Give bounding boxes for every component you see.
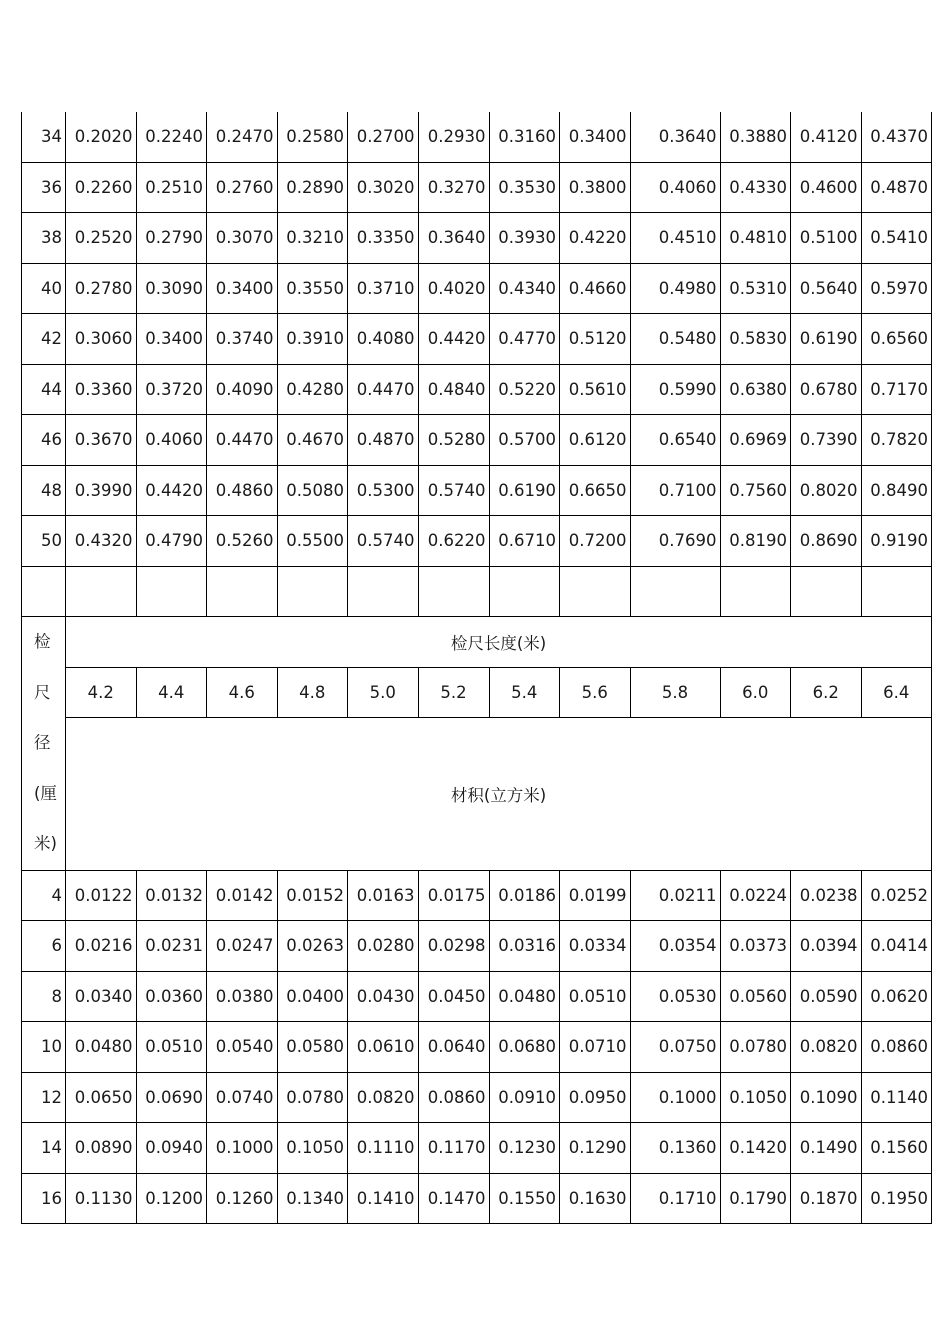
table-row [22,1123,932,1174]
volume-cell: 0.0590 [791,971,862,1022]
table-row [22,415,932,466]
volume-cell: 0.1140 [861,1072,932,1123]
length-cell: 5.8 [630,667,720,718]
volume-cell: 0.1230 [489,1123,560,1174]
volume-cell: 0.8490 [861,465,932,516]
volume-cell: 0.2470 [207,112,278,162]
volume-cell: 0.4280 [277,364,348,415]
volume-cell: 0.8020 [791,465,862,516]
diameter-cell: 44 [22,364,66,415]
length-title-row [22,617,932,668]
volume-cell: 0.1290 [560,1123,631,1174]
volume-cell: 0.6220 [418,516,489,567]
volume-cell: 0.1630 [560,1173,631,1224]
volume-cell: 0.0540 [207,1022,278,1073]
volume-cell: 0.1110 [348,1123,419,1174]
volume-cell: 0.5700 [489,415,560,466]
volume-cell: 0.1560 [861,1123,932,1174]
volume-cell: 0.3270 [418,162,489,213]
diameter-cell: 34 [22,112,66,162]
volume-cell: 0.0480 [489,971,560,1022]
volume-cell: 0.0820 [791,1022,862,1073]
volume-cell: 0.0238 [791,870,862,921]
volume-cell: 0.2260 [66,162,137,213]
upper-data-rows [22,112,932,566]
volume-cell: 0.9190 [861,516,932,567]
diameter-cell: 42 [22,314,66,365]
volume-cell: 0.5410 [861,213,932,264]
length-cell: 5.0 [348,667,419,718]
volume-cell: 0.7100 [630,465,720,516]
volume-cell: 0.4670 [277,415,348,466]
volume-cell: 0.3060 [66,314,137,365]
table-row [22,112,932,162]
volume-cell: 0.6560 [861,314,932,365]
diameter-header-char: 尺 [34,682,51,702]
volume-cell: 0.0530 [630,971,720,1022]
volume-cell: 0.5640 [791,263,862,314]
table-row [22,364,932,415]
table-row [22,921,932,972]
volume-cell: 0.3930 [489,213,560,264]
volume-cell: 0.0340 [66,971,137,1022]
volume-cell: 0.0380 [207,971,278,1022]
volume-cell: 0.1950 [861,1173,932,1224]
volume-cell: 0.0263 [277,921,348,972]
volume-cell: 0.0860 [418,1072,489,1123]
volume-cell: 0.5280 [418,415,489,466]
volume-cell: 0.0216 [66,921,137,972]
volume-cell: 0.0680 [489,1022,560,1073]
volume-cell: 0.0650 [66,1072,137,1123]
volume-cell: 0.1260 [207,1173,278,1224]
volume-cell: 0.2510 [136,162,207,213]
volume-cell: 0.5300 [348,465,419,516]
diameter-header-char: 检 [34,632,51,651]
volume-cell: 0.4470 [207,415,278,466]
volume-cell: 0.1490 [791,1123,862,1174]
volume-cell: 0.5310 [720,263,791,314]
volume-cell: 0.3550 [277,263,348,314]
volume-cell: 0.2780 [66,263,137,314]
volume-cell: 0.0640 [418,1022,489,1073]
diameter-header-char: 径 [34,733,51,752]
table-row [22,1022,932,1073]
volume-cell: 0.4870 [348,415,419,466]
volume-cell: 0.1470 [418,1173,489,1224]
volume-cell: 0.4090 [207,364,278,415]
volume-cell: 0.3400 [560,112,631,162]
volume-cell: 0.0560 [720,971,791,1022]
volume-cell: 0.0620 [861,971,932,1022]
volume-cell: 0.2580 [277,112,348,162]
diameter-cell: 40 [22,263,66,314]
volume-cell: 0.0480 [66,1022,137,1073]
length-cell: 4.6 [207,667,278,718]
volume-cell: 0.0247 [207,921,278,972]
volume-cell: 0.1050 [720,1072,791,1123]
volume-cell: 0.0152 [277,870,348,921]
volume-cell: 0.2700 [348,112,419,162]
volume-cell: 0.2930 [418,112,489,162]
volume-cell: 0.2520 [66,213,137,264]
volume-cell: 0.5970 [861,263,932,314]
blank-row-group [22,566,932,617]
volume-cell: 0.1200 [136,1173,207,1224]
table-row [22,971,932,1022]
volume-cell: 0.2020 [66,112,137,162]
volume-cell: 0.0175 [418,870,489,921]
volume-cell: 0.3640 [630,112,720,162]
volume-cell: 0.4220 [560,213,631,264]
volume-cell: 0.0298 [418,921,489,972]
volume-cell: 0.3090 [136,263,207,314]
volume-cell: 0.1130 [66,1173,137,1224]
volume-cell: 0.4770 [489,314,560,365]
volume-cell: 0.4840 [418,364,489,415]
volume-cell: 0.0910 [489,1072,560,1123]
diameter-cell: 10 [22,1022,66,1073]
diameter-header-label [22,617,65,870]
volume-cell: 0.8690 [791,516,862,567]
volume-cell: 0.0750 [630,1022,720,1073]
volume-cell: 0.3400 [136,314,207,365]
volume-cell: 0.0394 [791,921,862,972]
volume-cell: 0.5990 [630,364,720,415]
volume-cell: 0.4420 [136,465,207,516]
volume-cell: 0.3740 [207,314,278,365]
diameter-cell: 48 [22,465,66,516]
diameter-cell: 38 [22,213,66,264]
volume-cell: 0.4330 [720,162,791,213]
volume-cell: 0.7820 [861,415,932,466]
length-cell: 5.2 [418,667,489,718]
volume-cell: 0.0510 [560,971,631,1022]
volume-cell: 0.3210 [277,213,348,264]
volume-cell: 0.3530 [489,162,560,213]
volume-cell: 0.7690 [630,516,720,567]
volume-cell: 0.5260 [207,516,278,567]
volume-cell: 0.0186 [489,870,560,921]
volume-cell: 0.0132 [136,870,207,921]
length-cell: 4.4 [136,667,207,718]
diameter-cell: 8 [22,971,66,1022]
volume-cell: 0.7560 [720,465,791,516]
volume-cell: 0.4340 [489,263,560,314]
table-header [22,617,932,871]
volume-cell: 0.3910 [277,314,348,365]
table-row [22,1072,932,1123]
volume-cell: 0.0950 [560,1072,631,1123]
volume-cell: 0.0820 [348,1072,419,1123]
volume-cell: 0.3070 [207,213,278,264]
table-row [22,516,932,567]
diameter-header-char: (厘 [34,783,57,803]
volume-cell: 0.0414 [861,921,932,972]
volume-cell: 0.0780 [277,1072,348,1123]
volume-cell: 0.0400 [277,971,348,1022]
length-cell: 6.4 [861,667,932,718]
volume-cell: 0.1090 [791,1072,862,1123]
volume-cell: 0.1000 [207,1123,278,1174]
volume-cell: 0.3400 [207,263,278,314]
diameter-cell: 4 [22,870,66,921]
volume-cell: 0.0252 [861,870,932,921]
volume-cell: 0.7170 [861,364,932,415]
volume-cell: 0.3880 [720,112,791,162]
volume-cell: 0.4790 [136,516,207,567]
volume-cell: 0.3160 [489,112,560,162]
volume-cell: 0.3640 [418,213,489,264]
volume-cell: 0.3710 [348,263,419,314]
volume-cell: 0.0890 [66,1123,137,1174]
volume-cell: 0.6650 [560,465,631,516]
diameter-cell: 14 [22,1123,66,1174]
volume-cell: 0.3020 [348,162,419,213]
table-row [22,1173,932,1224]
volume-cell: 0.5830 [720,314,791,365]
volume-cell: 0.6540 [630,415,720,466]
volume-cell: 0.4060 [136,415,207,466]
volume-cell: 0.5480 [630,314,720,365]
volume-cell: 0.4020 [418,263,489,314]
length-cell: 4.8 [277,667,348,718]
volume-cell: 0.3720 [136,364,207,415]
volume-cell: 0.1170 [418,1123,489,1174]
volume-cell: 0.0142 [207,870,278,921]
volume-cell: 0.0940 [136,1123,207,1174]
volume-cell: 0.1410 [348,1173,419,1224]
diameter-header-char: 米) [34,834,57,853]
volume-cell: 0.4980 [630,263,720,314]
volume-cell: 0.5500 [277,516,348,567]
table-row [22,465,932,516]
volume-cell: 0.0122 [66,870,137,921]
volume-cell: 0.0580 [277,1022,348,1073]
diameter-cell: 46 [22,415,66,466]
volume-cell: 0.5610 [560,364,631,415]
volume-cell: 0.6190 [489,465,560,516]
diameter-cell: 16 [22,1173,66,1224]
volume-cell: 0.2240 [136,112,207,162]
volume-cell: 0.0280 [348,921,419,972]
volume-cell: 0.4080 [348,314,419,365]
volume-cell: 0.3670 [66,415,137,466]
volume-cell: 0.3800 [560,162,631,213]
volume-cell: 0.3350 [348,213,419,264]
volume-cell: 0.6710 [489,516,560,567]
volume-cell: 0.6780 [791,364,862,415]
volume-cell: 0.2890 [277,162,348,213]
volume-cell: 0.0316 [489,921,560,972]
volume-cell: 0.0354 [630,921,720,972]
volume-cell: 0.6969 [720,415,791,466]
timber-volume-table [21,112,932,1224]
volume-cell: 0.1000 [630,1072,720,1123]
volume-cell: 0.4470 [348,364,419,415]
volume-cell: 0.0163 [348,870,419,921]
length-values-row [22,667,932,718]
volume-cell: 0.5220 [489,364,560,415]
volume-cell: 0.1870 [791,1173,862,1224]
volume-cell: 0.0450 [418,971,489,1022]
volume-cell: 0.6120 [560,415,631,466]
volume-cell: 0.6380 [720,364,791,415]
volume-cell: 0.0610 [348,1022,419,1073]
volume-cell: 0.0430 [348,971,419,1022]
table-row [22,870,932,921]
volume-cell: 0.7200 [560,516,631,567]
volume-cell: 0.1790 [720,1173,791,1224]
blank-row [22,566,932,617]
volume-cell: 0.0224 [720,870,791,921]
lower-data-rows [22,870,932,1224]
volume-cell: 0.5740 [348,516,419,567]
volume-cell: 0.4120 [791,112,862,162]
volume-cell: 0.0710 [560,1022,631,1073]
volume-cell: 0.4510 [630,213,720,264]
volume-cell: 0.4870 [861,162,932,213]
volume-cell: 0.5120 [560,314,631,365]
volume-cell: 0.5080 [277,465,348,516]
diameter-cell: 6 [22,921,66,972]
length-cell: 5.4 [489,667,560,718]
volume-title: 材积(立方米) [66,718,932,871]
volume-cell: 0.4810 [720,213,791,264]
volume-cell: 0.3990 [66,465,137,516]
volume-cell: 0.1550 [489,1173,560,1224]
volume-cell: 0.6190 [791,314,862,365]
volume-cell: 0.1710 [630,1173,720,1224]
table-row [22,314,932,365]
volume-cell: 0.0690 [136,1072,207,1123]
volume-cell: 0.0860 [861,1022,932,1073]
volume-cell: 0.0360 [136,971,207,1022]
diameter-cell: 50 [22,516,66,567]
diameter-cell: 12 [22,1072,66,1123]
volume-cell: 0.4370 [861,112,932,162]
volume-cell: 0.4060 [630,162,720,213]
volume-cell: 0.4600 [791,162,862,213]
length-cell: 6.2 [791,667,862,718]
volume-cell: 0.0510 [136,1022,207,1073]
table-row [22,263,932,314]
volume-cell: 0.5100 [791,213,862,264]
volume-cell: 0.0740 [207,1072,278,1123]
volume-cell: 0.0373 [720,921,791,972]
volume-cell: 0.5740 [418,465,489,516]
volume-cell: 0.4860 [207,465,278,516]
volume-cell: 0.1340 [277,1173,348,1224]
volume-cell: 0.2760 [207,162,278,213]
volume-cell: 0.0334 [560,921,631,972]
volume-cell: 0.0211 [630,870,720,921]
volume-cell: 0.7390 [791,415,862,466]
volume-cell: 0.3360 [66,364,137,415]
volume-cell: 0.4420 [418,314,489,365]
volume-cell: 0.1420 [720,1123,791,1174]
volume-cell: 0.0199 [560,870,631,921]
table-row [22,162,932,213]
diameter-cell: 36 [22,162,66,213]
volume-cell: 0.0780 [720,1022,791,1073]
volume-cell: 0.1050 [277,1123,348,1174]
volume-cell: 0.4660 [560,263,631,314]
volume-cell: 0.0231 [136,921,207,972]
length-cell: 4.2 [66,667,137,718]
volume-cell: 0.4320 [66,516,137,567]
volume-title-row [22,718,932,722]
length-cell: 6.0 [720,667,791,718]
diameter-header-cell [22,617,66,871]
table-row [22,213,932,264]
volume-cell: 0.8190 [720,516,791,567]
length-title: 检尺长度(米) [66,617,932,668]
volume-cell: 0.2790 [136,213,207,264]
volume-cell: 0.1360 [630,1123,720,1174]
length-cell: 5.6 [560,667,631,718]
